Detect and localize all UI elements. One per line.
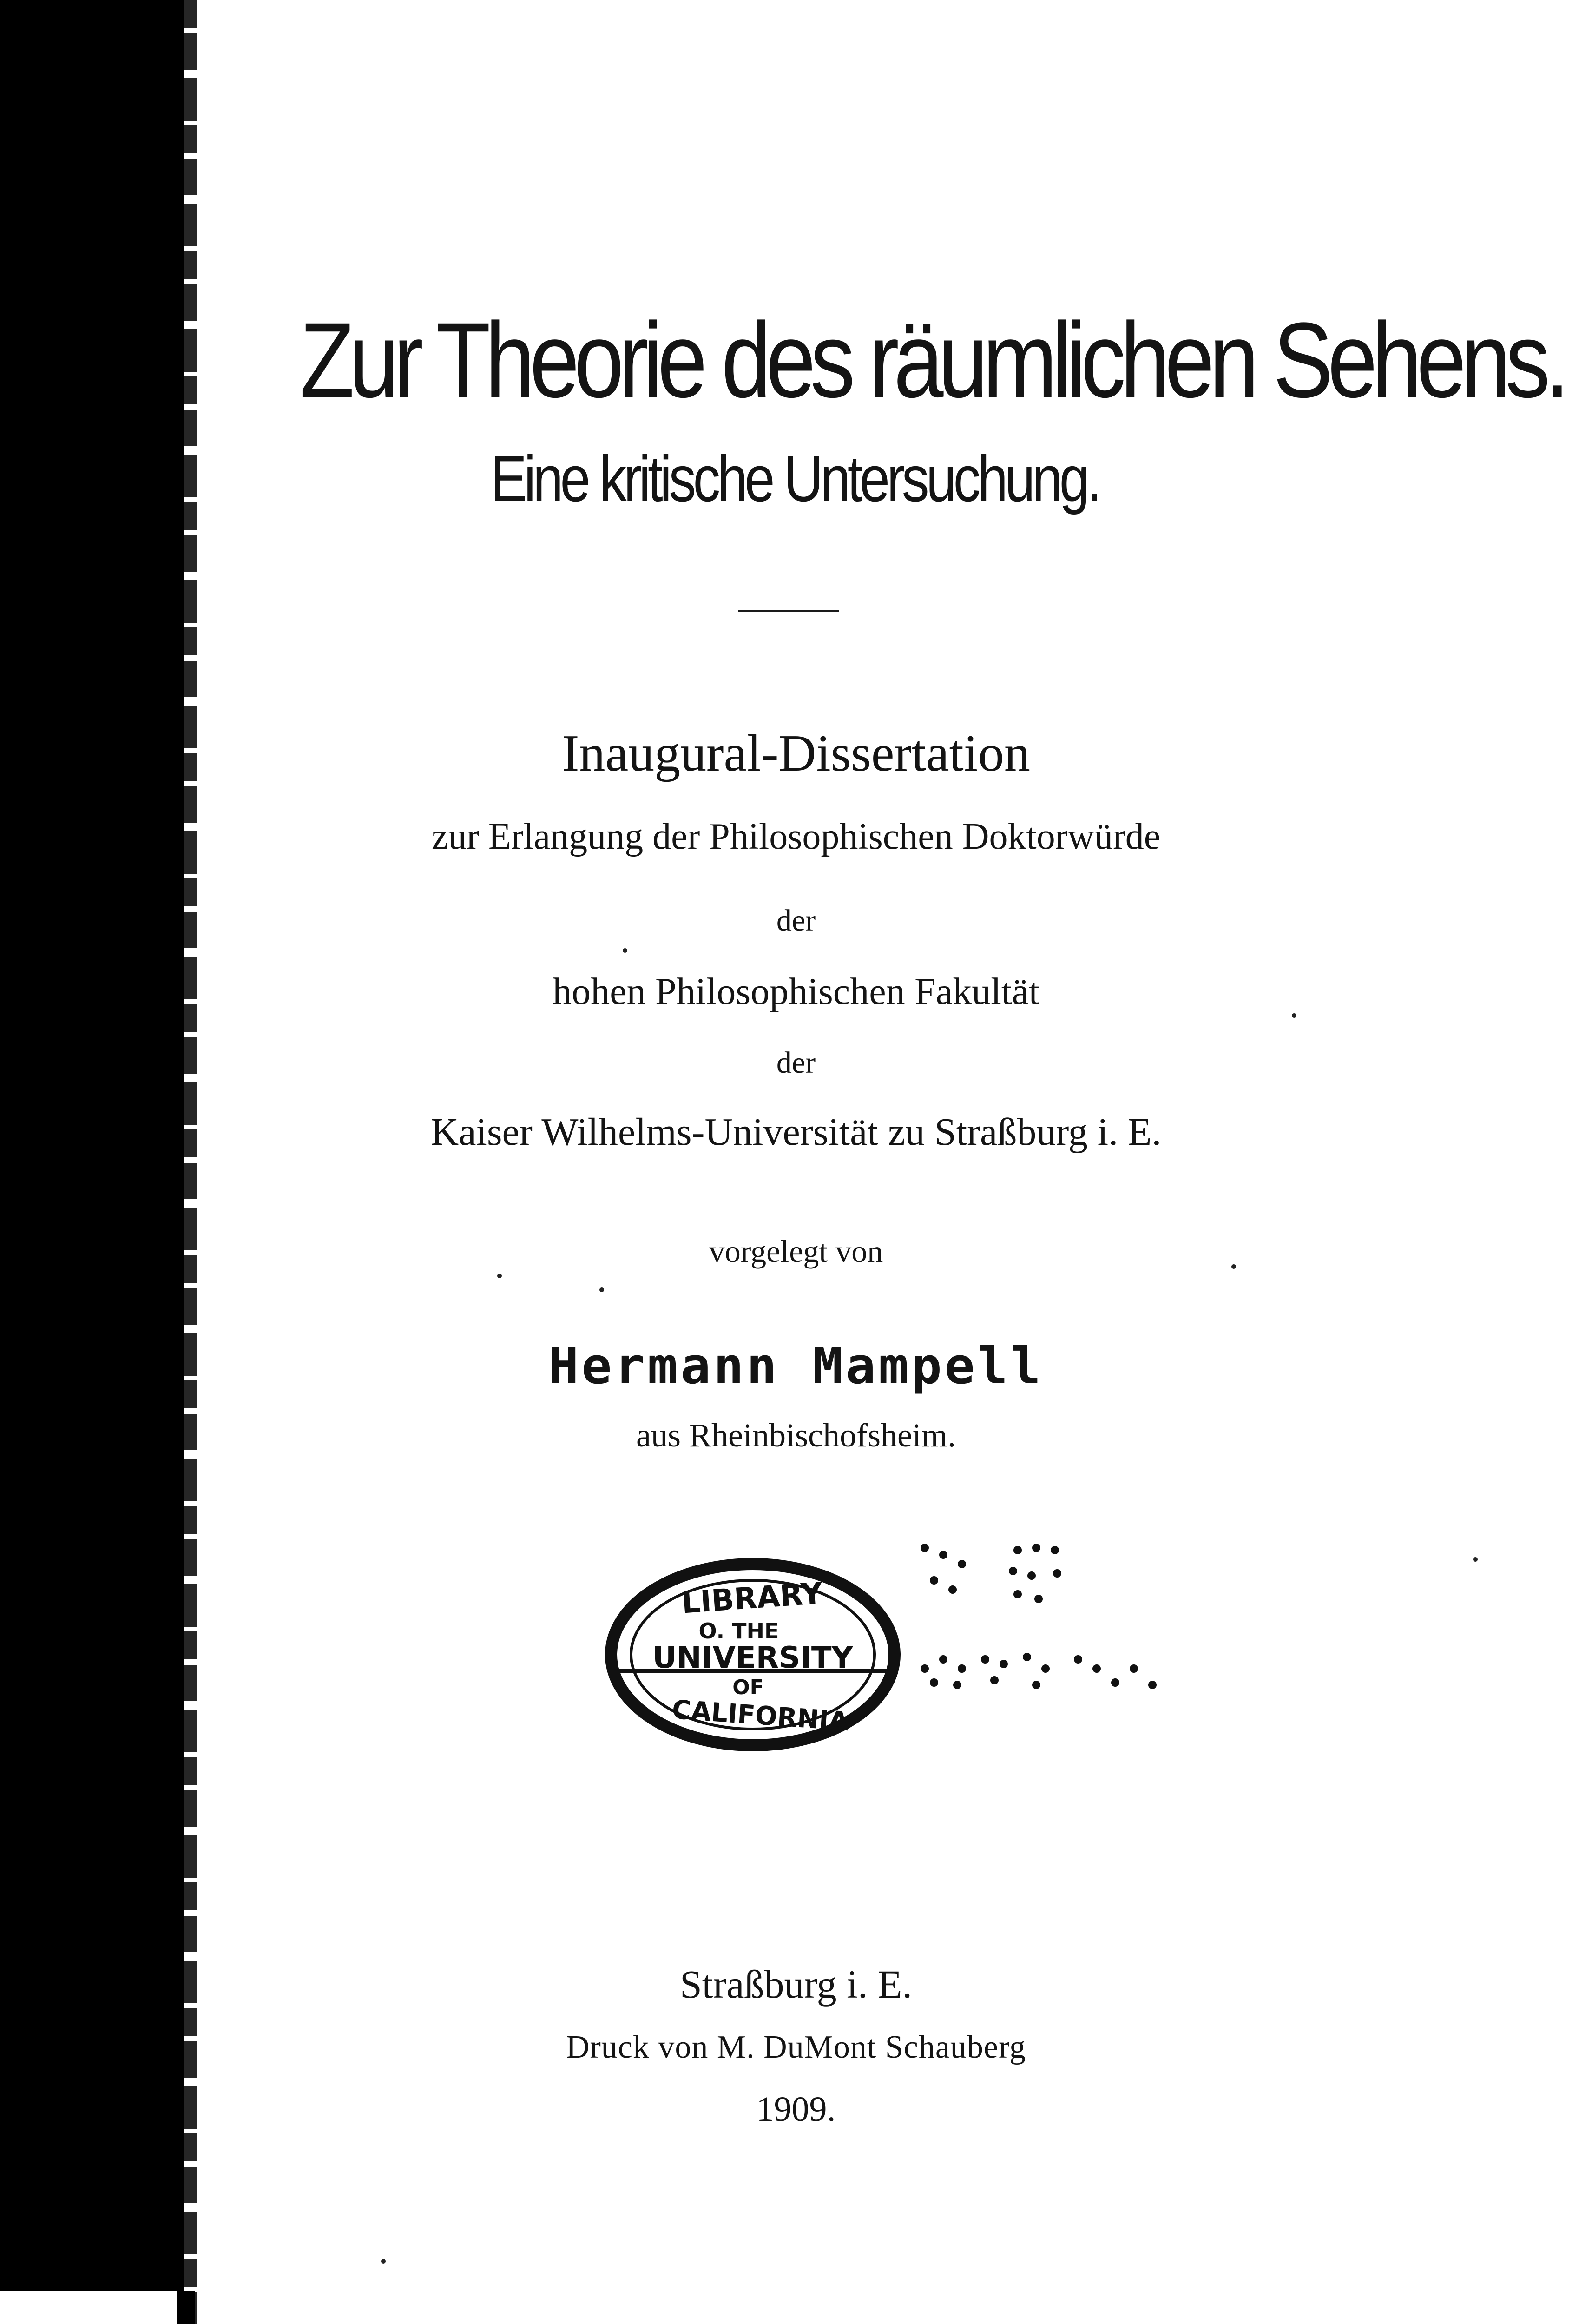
university-name: Kaiser Wilhelms-Universität zu Straßburg i. E. — [430, 1110, 1162, 1154]
book-subtitle: Eine kritische Untersuchung. — [490, 442, 1099, 515]
svg-text:OF: OF — [732, 1676, 764, 1699]
library-stamp-icon — [599, 1529, 1190, 1789]
binding-tail — [177, 2291, 195, 2324]
connector-der-2: der — [776, 1046, 816, 1080]
scan-speck — [1473, 1557, 1478, 1562]
author-name: Hermann Mampell — [548, 1337, 1044, 1395]
svg-text:UNIVERSITY: UNIVERSITY — [652, 1641, 853, 1675]
faculty-name: hohen Philosophischen Fakultät — [553, 970, 1039, 1012]
scan-speck — [599, 1287, 604, 1292]
book-title: Zur Theorie des räumlichen Sehens. — [299, 300, 1565, 420]
printer: Druck von M. DuMont Schauberg — [566, 2029, 1026, 2065]
submitted-by: vorgelegt von — [709, 1234, 883, 1269]
scan-speck — [381, 2259, 386, 2264]
scan-speck — [623, 948, 627, 953]
scan-speck — [497, 1274, 502, 1278]
svg-text:LIBRARY: LIBRARY — [680, 1576, 824, 1621]
library-stamp — [599, 1529, 1190, 1789]
publication-year: 1909. — [756, 2090, 836, 2129]
connector-der-1: der — [776, 904, 816, 938]
author-origin: aus Rheinbischofsheim. — [636, 1417, 956, 1454]
publication-place: Straßburg i. E. — [679, 1962, 913, 2007]
scan-speck — [1231, 1264, 1236, 1269]
svg-text:CALIFORNIA: CALIFORNIA — [671, 1694, 850, 1737]
scan-speck — [1292, 1013, 1296, 1018]
dissertation-heading: Inaugural-Dissertation — [562, 725, 1030, 782]
divider-rule — [738, 610, 839, 612]
degree-purpose: zur Erlangung der Philosophischen Doktorwürde — [431, 816, 1161, 857]
svg-text:O. THE: O. THE — [698, 1618, 779, 1644]
